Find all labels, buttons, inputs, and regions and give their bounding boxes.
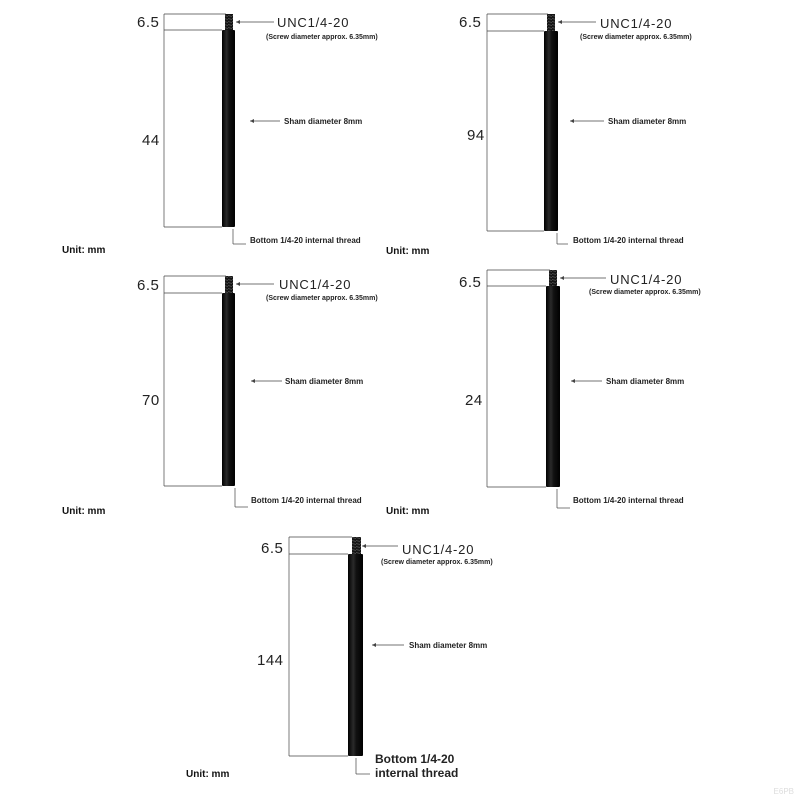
rod-2-shank-length: 94: [467, 127, 485, 144]
rod-3-thread-length: 6.5: [137, 277, 160, 294]
rod-4: [487, 270, 606, 508]
rod-2-screw-note: (Screw diameter approx. 6.35mm): [580, 34, 692, 41]
rod-1-shank-note: Sham diameter 8mm: [284, 117, 363, 126]
rod-5-shank-length: 144: [257, 652, 284, 669]
rod-3-thread: [225, 276, 233, 293]
rod-2-thread-spec: UNC1/4-20: [600, 16, 673, 31]
rod-5-thread-length: 6.5: [261, 540, 284, 557]
rod-4-bottom-note: Bottom 1/4-20 internal thread: [573, 496, 684, 505]
rod-5-bottom-note: Bottom 1/4-20 internal thread: [375, 752, 459, 780]
watermark: E6PB: [773, 787, 794, 796]
rod-2-bottom-note: Bottom 1/4-20 internal thread: [573, 236, 684, 245]
rod-2: [487, 14, 604, 244]
rod-1: [164, 14, 280, 244]
rod-4-screw-note: (Screw diameter approx. 6.35mm): [589, 289, 701, 296]
rod-5-unit: Unit: mm: [186, 769, 230, 780]
rod-3-shank-length: 70: [142, 392, 160, 409]
rod-2-shank: [544, 31, 558, 231]
rod-3-shank-note: Sham diameter 8mm: [285, 377, 364, 386]
rod-2-thread: [547, 14, 555, 31]
rod-5-thread-spec: UNC1/4-20: [402, 542, 475, 557]
rod-3-screw-note: (Screw diameter approx. 6.35mm): [266, 295, 378, 302]
rod-5-thread: [352, 537, 361, 554]
rod-4-shank-length: 24: [465, 392, 483, 409]
rod-2-thread-length: 6.5: [459, 14, 482, 31]
rod-1-shank: [222, 30, 235, 227]
rod-4-shank-note: Sham diameter 8mm: [606, 377, 685, 386]
rod-1-thread: [225, 14, 233, 30]
rod-3-unit: Unit: mm: [62, 506, 106, 517]
rod-4-unit: Unit: mm: [386, 506, 430, 517]
rod-1-bottom-note: Bottom 1/4-20 internal thread: [250, 236, 361, 245]
rod-5-screw-note: (Screw diameter approx. 6.35mm): [381, 559, 493, 566]
rod-2-shank-note: Sham diameter 8mm: [608, 117, 687, 126]
rod-5: [289, 537, 404, 774]
rod-3: [164, 276, 282, 507]
rod-1-thread-length: 6.5: [137, 14, 160, 31]
rod-5-shank: [348, 554, 363, 756]
rod-1-thread-spec: UNC1/4-20: [277, 15, 350, 30]
rod-4-thread-spec: UNC1/4-20: [610, 272, 683, 287]
rod-3-bottom-note: Bottom 1/4-20 internal thread: [251, 496, 362, 505]
rod-1-unit: Unit: mm: [62, 245, 106, 256]
rod-3-thread-spec: UNC1/4-20: [279, 277, 352, 292]
rod-4-shank: [546, 286, 560, 487]
rod-4-thread: [549, 270, 557, 286]
rod-1-shank-length: 44: [142, 132, 160, 149]
rod-4-thread-length: 6.5: [459, 274, 482, 291]
rod-2-unit: Unit: mm: [386, 246, 430, 257]
rod-5-shank-note: Sham diameter 8mm: [409, 641, 488, 650]
rod-3-shank: [222, 293, 235, 486]
rod-1-screw-note: (Screw diameter approx. 6.35mm): [266, 34, 378, 41]
